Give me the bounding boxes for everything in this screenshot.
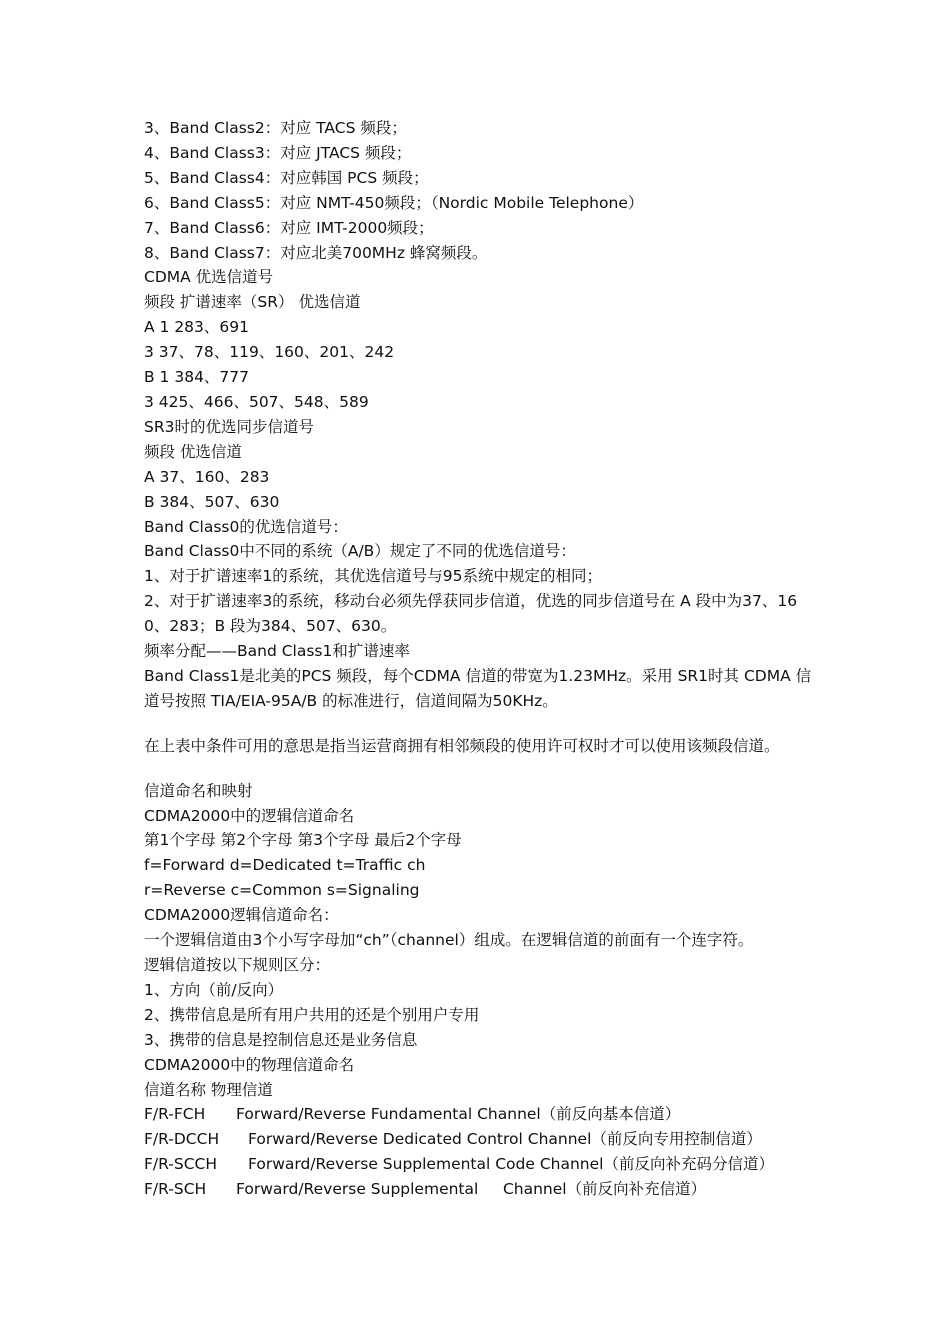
- sync-channels-row: B 384、507、630: [144, 492, 280, 511]
- letters-row: f=Forward d=Dedicated t=Traffic ch: [144, 856, 426, 875]
- preferred-channels-title: CDMA 优选信道号: [144, 268, 274, 287]
- channel-code: F/R-FCH: [144, 1105, 206, 1124]
- document-body: [144, 116, 819, 1202]
- band-class0-intro: Band Class0中不同的系统（A/B）规定了不同的优选信道号：: [144, 542, 576, 561]
- channel-code: F/R-SCCH: [144, 1155, 218, 1174]
- channel-code: F/R-DCCH: [144, 1130, 220, 1149]
- preferred-channels-row: 3 425、466、507、548、589: [144, 392, 369, 411]
- physical-channel-row: [144, 1152, 819, 1177]
- channel-name: Forward/Reverse Dedicated Control Channel（前反向专用控制信道）: [248, 1130, 762, 1149]
- rule-item: 3、携带的信息是控制信息还是业务信息: [144, 1030, 418, 1049]
- logical-naming-title: CDMA2000中的逻辑信道命名: [144, 806, 355, 825]
- physical-naming-header: 信道名称 物理信道: [144, 1080, 273, 1099]
- channel-name: Forward/Reverse Fundamental Channel（前反向基本信道）: [236, 1105, 681, 1124]
- band-class-item: 4、Band Class3：对应 JTACS 频段；: [144, 143, 412, 162]
- rules-intro: 逻辑信道按以下规则区分：: [144, 956, 331, 974]
- physical-channel-row: [144, 1177, 819, 1202]
- sync-channels-header: 频段 优选信道: [144, 442, 242, 461]
- logical-naming-subtitle: CDMA2000逻辑信道命名：: [144, 906, 339, 925]
- logical-naming-desc: 一个逻辑信道由3个小写字母加“ch”（channel）组成。在逻辑信道的前面有一个连字符。: [144, 931, 754, 950]
- band-class1-paragraph: Band Class1是北美的PCS 频段，每个CDMA 信道的带宽为1.23MHz。采用 SR1时其 CDMA 信道号按照 TIA/EIA-95A/B 的标准进行，信道间隔为50KHz。: [144, 666, 812, 710]
- physical-channel-row: [144, 1102, 819, 1127]
- band-class0-title: Band Class0的优选信道号：: [144, 517, 348, 536]
- band-class0-item: 1、对于扩谱速率1的系统，其优选信道号与95系统中规定的相同；: [144, 567, 602, 586]
- band-class-item: 3、Band Class2：对应 TACS 频段；: [144, 119, 407, 137]
- preferred-channels-row: 3 37、78、119、160、201、242: [144, 343, 395, 362]
- condition-note: 在上表中条件可用的意思是指当运营商拥有相邻频段的使用许可权时才可以使用该频段信道。: [144, 736, 780, 755]
- sync-channels-title: SR3时的优选同步信道号: [144, 417, 314, 436]
- letters-header: 第1个字母 第2个字母 第3个字母 最后2个字母: [144, 831, 462, 850]
- rule-item: 2、携带信息是所有用户共用的还是个别用户专用: [144, 1005, 480, 1024]
- band-class1-title: 频率分配——Band Class1和扩谱速率: [144, 642, 410, 661]
- physical-channel-row: [144, 1127, 819, 1152]
- channel-name: Forward/Reverse Supplemental Channel（前反向补充信道）: [236, 1180, 707, 1199]
- preferred-channels-header: 频段 扩谱速率（SR） 优选信道: [144, 293, 361, 312]
- channel-code: F/R-SCH: [144, 1180, 207, 1199]
- rule-item: 1、方向（前/反向）: [144, 980, 284, 999]
- physical-naming-title: CDMA2000中的物理信道命名: [144, 1055, 355, 1074]
- band-class-item: 5、Band Class4：对应韩国 PCS 频段；: [144, 168, 429, 187]
- band-class-item: 6、Band Class5：对应 NMT-450频段；（Nordic Mobile Telephone）: [144, 193, 644, 212]
- band-class-item: 7、Band Class6：对应 IMT-2000频段；: [144, 218, 434, 237]
- preferred-channels-row: A 1 283、691: [144, 318, 249, 337]
- letters-row: r=Reverse c=Common s=Signaling: [144, 881, 420, 900]
- band-class0-item: 2、对于扩谱速率3的系统，移动台必须先俘获同步信道，优选的同步信道号在 A 段中为37、160、283；B 段为384、507、630。: [144, 592, 798, 636]
- channel-name: Forward/Reverse Supplemental Code Channel（前反向补充码分信道）: [248, 1155, 774, 1174]
- sync-channels-row: A 37、160、283: [144, 467, 270, 486]
- band-class-item: 8、Band Class7：对应北美700MHz 蜂窝频段。: [144, 243, 488, 262]
- preferred-channels-row: B 1 384、777: [144, 368, 250, 387]
- naming-title: 信道命名和映射: [144, 781, 253, 800]
